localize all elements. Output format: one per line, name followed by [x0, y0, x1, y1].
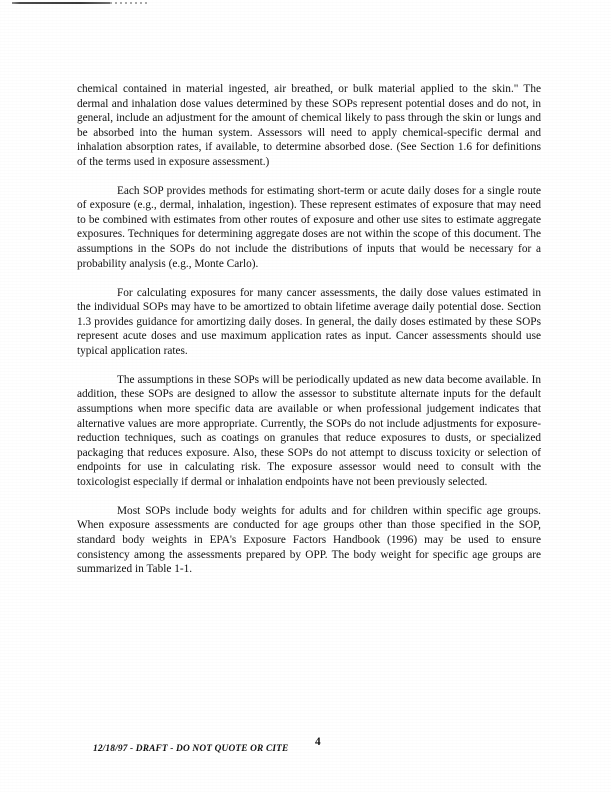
page-number: 4: [315, 736, 321, 748]
paragraph-body-weights: Most SOPs include body weights for adults and for children within specific age groups. When exposure assessments are conducted for age groups other than those specified in the SOP, standard body weights in EPA's Exposure Factors Handbook (1996) may be used to ensure consistency among the assessments prepared by OPP. The body weight for specific age groups are summarized in Table 1-1.: [77, 504, 541, 576]
paragraph-assumptions-updated: The assumptions in these SOPs will be periodically updated as new data become available. In addition, these SOPs are designed to allow the assessor to substitute alternate inputs for the default assumptions when more specific data are available or when professional judgement indicates that alternative values are more appropriate. Currently, the SOPs do not include adjustments for exposure-reduction techniques, such as coatings on granules that reduce exposures to dusts, or specialized packaging that reduces exposure. Also, these SOPs do not attempt to discuss toxicity or selection of endpoints for use in calculating risk. The exposure assessor would need to consult with the toxicologist especially if dermal or inhalation endpoints have not been previously selected.: [77, 373, 541, 488]
paragraph-single-route: Each SOP provides methods for estimating short-term or acute daily doses for a single route of exposure (e.g., dermal, inhalation, ingestion). These represent estimates of exposure that may need to be combined with estimates from other routes of exposure and other use sites to estimate aggregate exposures. Techniques for determining aggregate doses are not within the scope of this document. The assumptions in the SOPs do not include the distributions of inputs that would be necessary for a probability analysis (e.g., Monte Carlo).: [77, 184, 541, 270]
footer-draft-notice: 12/18/97 - DRAFT - DO NOT QUOTE OR CITE: [93, 744, 289, 754]
paragraph-cancer-assessments: For calculating exposures for many cancer assessments, the daily dose values estimated in the individual SOPs may have to be amortized to obtain lifetime average daily potential dose. Section 1.3 provides guidance for amortizing daily doses. In general, the daily doses estimated by these SOPs represent acute doses and use maximum application rates as input. Cancer assessments should use typical application rates.: [77, 286, 541, 357]
document-body: [77, 82, 541, 577]
paragraph-potential-dose: chemical contained in material ingested, air breathed, or bulk material applied to the skin." The dermal and inhalation dose values determined by these SOPs represent potential doses and do not, in general, include an adjustment for the amount of chemical likely to pass through the skin or lungs and be absorbed into the human system. Assessors will need to apply chemical-specific dermal and inhalation absorption rates, if available, to determine absorbed dose. (See Section 1.6 for definitions of the terms used in exposure assessment.): [77, 83, 541, 168]
scan-artifact-dashes-icon: [110, 2, 148, 4]
scan-artifact-line-icon: [12, 2, 110, 4]
